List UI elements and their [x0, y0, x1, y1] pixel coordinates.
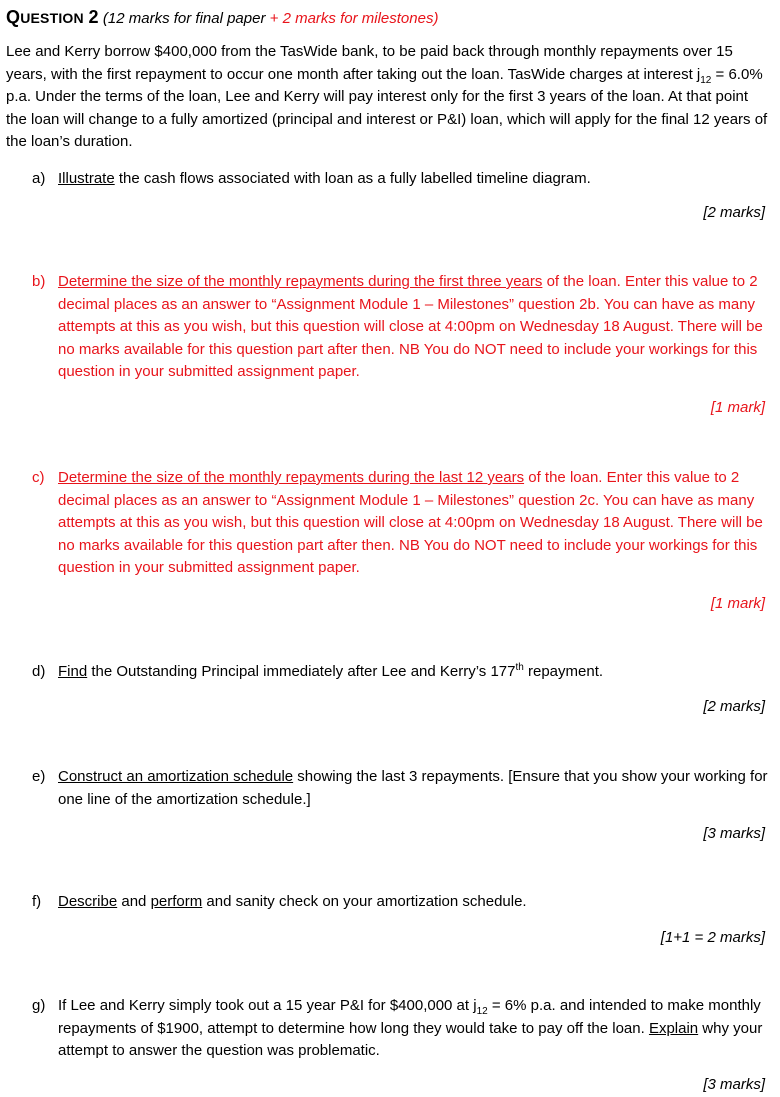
part-d [32, 661, 768, 684]
part-d-text: Find the Outstanding Principal immediately after Lee and Kerry’s 177th repayment. [58, 662, 604, 680]
part-e [32, 766, 768, 811]
part-c [32, 467, 768, 580]
question-heading: QUESTION 2 [6, 7, 99, 27]
part-e-label: e) [32, 768, 46, 785]
part-c-text: Determine the size of the monthly repayments during the last 12 years of the loan. Enter this value to 2 decimal places as an answer to “Assignment Module 1 – Milestones” question 2c. You can have as many attempts at this as you wish, but this question will close at 4:00pm on Wednesday 18 August. There will be no marks available for this question part after then. NB You do NOT need to include your workings for this question in your submitted assignment paper. [58, 469, 763, 577]
part-f [32, 891, 768, 914]
part-e-text: Construct an amortization schedule showing the last 3 repayments. [Ensure that you show your working for one line of the amortization schedule.] [58, 768, 768, 808]
part-a-text: Illustrate the cash flows associated with loan as a fully labelled timeline diagram. [58, 170, 591, 187]
part-c-label: c) [32, 469, 45, 486]
marks-milestones: + 2 marks for milestones) [269, 10, 439, 27]
part-g-label: g) [32, 997, 46, 1014]
part-d-label: d) [32, 663, 46, 680]
part-a-marks: [2 marks] [703, 204, 765, 221]
part-g [32, 995, 768, 1063]
part-f-label: f) [32, 893, 42, 910]
part-b-label: b) [32, 273, 46, 290]
part-g-marks: [3 marks] [703, 1076, 765, 1093]
marks-final-paper: (12 marks for final paper [102, 10, 266, 27]
question-intro: Lee and Kerry borrow $400,000 from the TasWide bank, to be paid back through monthly repayments over 15 years, with the first repayment to occur one month after taking out the loan. TasWide charges at interest $j_{12} = 6.0\%$ p.a. Under the terms of the loan, Lee and Kerry will pay interest only for the first 3 years of the loan. At that point the loan will change to a fully amortized (principal and interest or P&I) loan, which will apply for the final 12 years of the loan’s duration. [6, 43, 768, 151]
part-g-text: If Lee and Kerry simply took out a 15 year P&I for $400,000 at $j_{12} = 6\%$ p.a. and intended to make monthly repayments of $1900, attempt to determine how long they would take to pay off the loan. Explain why your attempt to answer the question was problematic. [58, 997, 763, 1060]
part-a [32, 168, 768, 191]
part-a-label: a) [32, 170, 46, 187]
part-f-marks: [1+1 = 2 marks] [660, 929, 765, 946]
part-e-marks: [3 marks] [703, 825, 765, 842]
question-title [6, 6, 438, 31]
part-f-text: Describe and perform and sanity check on your amortization schedule. [58, 893, 527, 910]
part-b [32, 271, 768, 384]
part-b-marks: [1 mark] [710, 399, 765, 416]
part-d-marks: [2 marks] [703, 698, 765, 715]
part-b-text: Determine the size of the monthly repayments during the first three years of the loan. Enter this value to 2 decimal places as an answer to “Assignment Module 1 – Milestones” question 2b. You can have as many attempts at this as you wish, but this question will close at 4:00pm on Wednesday 18 August. There will be no marks available for this question part after then. NB You do NOT need to include your workings for this question in your submitted assignment paper. [58, 273, 763, 381]
part-c-marks: [1 mark] [710, 595, 765, 612]
